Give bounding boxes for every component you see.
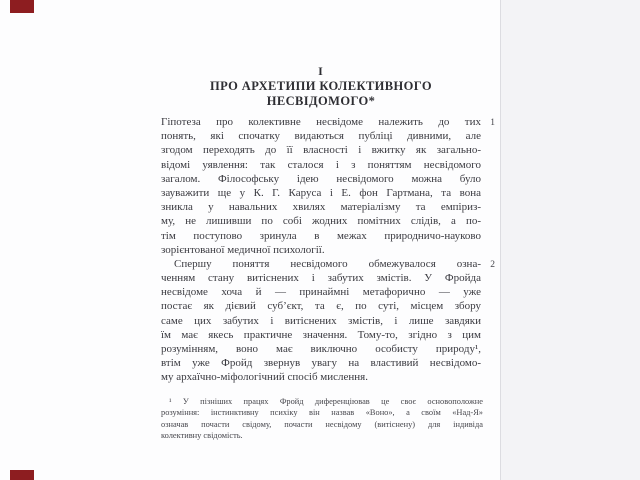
text-line: Гіпотеза про колективне несвідоме належить до тих [161, 116, 481, 128]
scan-edge-band [500, 0, 640, 480]
text-line: зникла у навальних хвилях матеріалізму та емпіриз- [161, 201, 481, 214]
text-line: згодом переходять до її власності і вжитку як загально- [161, 144, 481, 157]
text-line: саме цих забутих і витіснених змістів, і лише завдяки [161, 314, 481, 327]
text-line: розумінням, воно має виключно особисту природу¹, [161, 343, 481, 355]
text-line: Спершу поняття несвідомого обмежувалося озна- [174, 257, 481, 270]
text-line: понять, які спочатку видаються публіці дивними, але [161, 130, 481, 143]
footnote-line: колективну свідомість. [161, 431, 243, 441]
text-line: му архаїчно-міфологічний спосіб мислення. [161, 371, 368, 384]
footnote-line: розуміння: інстинктивну психіку він назвав «Воно», а своїм «Над-Я» [161, 408, 483, 418]
paragraph [161, 115, 495, 257]
paragraph [161, 257, 495, 385]
margin-paragraph-number: 2 [490, 259, 495, 270]
text-line: зауважити ще у К. Г. Каруса і Е. фон Гартмана, та вона [161, 186, 481, 199]
text-line: тім поступово зринула в межах природничо-науково [161, 229, 481, 242]
footnote [161, 396, 483, 442]
text-line: зорієнтованої медичної психології. [161, 243, 325, 256]
text-line: постає як дієвий суб’єкт, та є, по суті, місцем збору [161, 300, 481, 313]
chapter-number: I [318, 64, 324, 78]
text-line: загалом. Філософську ідею несвідомого можна було [161, 172, 481, 185]
text-line: му, не лишивши по собі жодних помітних слідів, а по- [161, 215, 481, 228]
cover-edge-bottom [10, 470, 34, 480]
footnote-line: ¹ У пізніших працях Фройд диференціював це своє основоположне [169, 397, 483, 406]
text-line: їм має якесь практичне значення. Тому-то, згідно з цим [161, 328, 481, 341]
chapter-title-line2: НЕСВІДОМОГО* [266, 94, 376, 108]
text-line: ченням стану витіснених і забутих змістів. У Фройда [161, 272, 481, 285]
margin-paragraph-number: 1 [490, 118, 495, 128]
text-line: відомі уявлення: так сталося і з поняттям несвідомого [161, 158, 481, 171]
text-line: несвідоме хоча й — принаймні метафорично — уже [161, 286, 481, 299]
cover-edge-top [10, 0, 34, 13]
chapter-title-line1: ПРО АРХЕТИПИ КОЛЕКТИВНОГО [210, 79, 432, 93]
footnote-line: означав почасти свідому, почасти несвідому (витіснену) для індивіда [161, 419, 483, 429]
body-text [161, 115, 495, 385]
text-line: втім уже Фройд звернув увагу на властивий несвідомо- [161, 357, 481, 370]
